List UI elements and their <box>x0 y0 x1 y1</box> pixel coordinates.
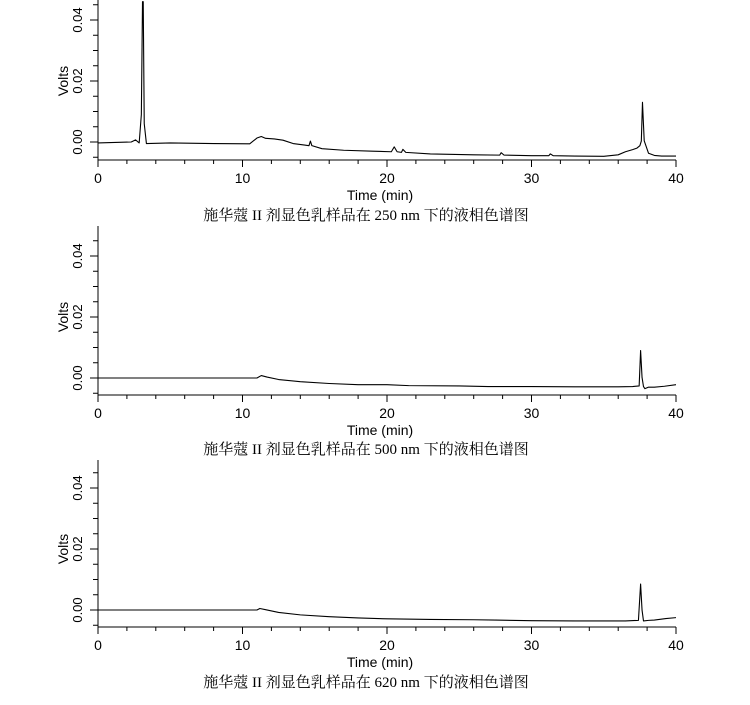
chart-panel-2 <box>55 226 684 458</box>
y-tick-label: 0.04 <box>70 475 85 501</box>
x-tick-label: 10 <box>234 637 251 653</box>
chart-caption: 施华蔻 II 剂显色乳样品在 250 nm 下的液相色谱图 <box>203 208 529 224</box>
y-tick-label: 0.04 <box>70 243 85 269</box>
x-tick-label: 40 <box>668 405 684 421</box>
chromatogram-trace <box>98 584 676 621</box>
chromatogram-trace <box>98 2 676 157</box>
x-tick-label: 0 <box>94 637 102 653</box>
chart-caption: 施华蔻 II 剂显色乳样品在 500 nm 下的液相色谱图 <box>203 442 529 458</box>
y-tick-label: 0.00 <box>70 597 85 623</box>
x-tick-label: 20 <box>379 170 395 186</box>
y-tick-label: 0.02 <box>70 68 85 94</box>
x-tick-label: 20 <box>379 405 395 421</box>
x-tick-label: 20 <box>379 637 395 653</box>
x-axis-title: Time (min) <box>346 422 414 438</box>
x-tick-label: 30 <box>523 637 540 653</box>
chromatogram-trace <box>98 351 676 389</box>
x-tick-label: 40 <box>668 637 684 653</box>
y-tick-label: 0.04 <box>70 7 85 33</box>
y-tick-label: 0.00 <box>70 129 85 155</box>
x-tick-label: 0 <box>94 170 102 186</box>
y-axis-title: Volts <box>55 301 71 333</box>
chart-panel-1 <box>55 0 684 224</box>
x-tick-label: 10 <box>234 405 251 421</box>
y-tick-label: 0.00 <box>70 365 85 391</box>
x-tick-label: 40 <box>668 170 684 186</box>
chart-caption: 施华蔻 II 剂显色乳样品在 620 nm 下的液相色谱图 <box>203 675 529 691</box>
y-axis-title: Volts <box>55 65 71 97</box>
x-tick-label: 30 <box>523 170 540 186</box>
x-tick-label: 0 <box>94 405 102 421</box>
y-tick-label: 0.02 <box>70 304 85 330</box>
y-axis-title: Volts <box>55 533 71 565</box>
y-tick-label: 0.02 <box>70 536 85 562</box>
x-axis-title: Time (min) <box>346 187 414 203</box>
x-tick-label: 30 <box>523 405 540 421</box>
x-axis-title: Time (min) <box>346 654 414 670</box>
chart-panel-3 <box>55 460 684 691</box>
x-tick-label: 10 <box>234 170 251 186</box>
